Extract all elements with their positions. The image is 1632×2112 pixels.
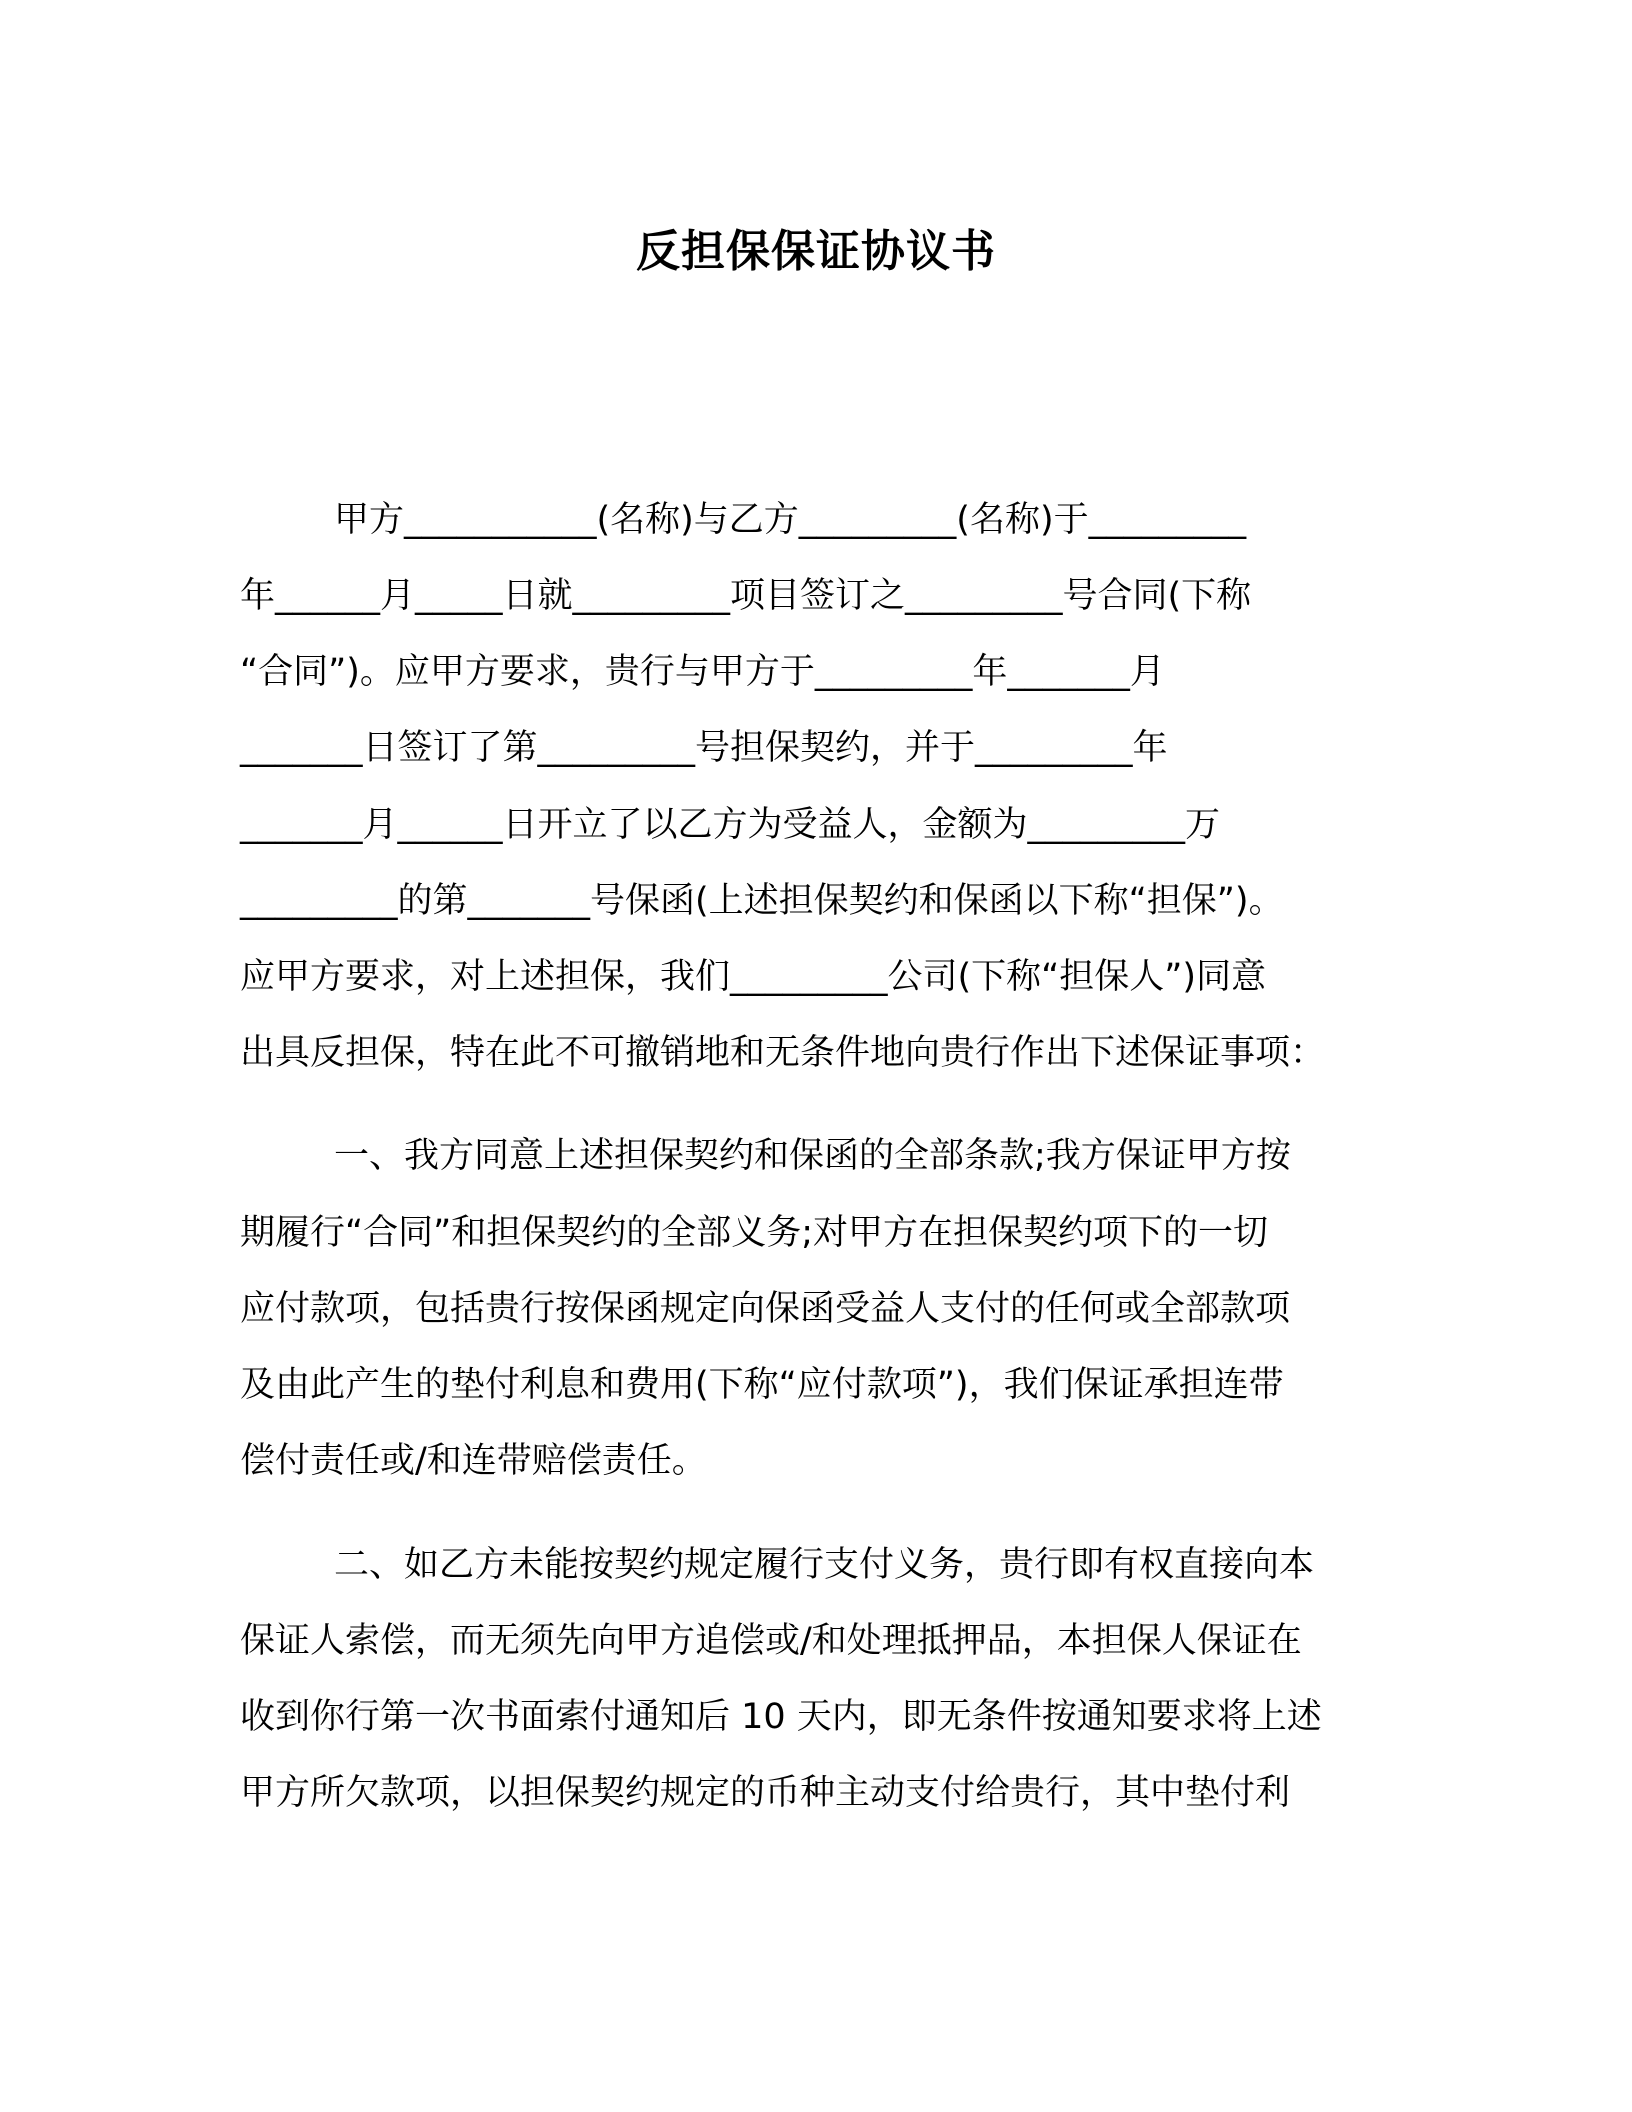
body-line: 期履行“合同”和担保契约的全部义务;对甲方在担保契约项下的一切 (240, 1213, 1269, 1253)
body-line: _________的第_______号保函(上述担保契约和保函以下称“担保”)。 (240, 881, 1284, 921)
document-title: 反担保保证协议书 (636, 226, 996, 277)
body-line: 二、如乙方未能按契约规定履行支付义务，贵行即有权直接向本 (334, 1545, 1315, 1585)
body-line: 甲方所欠款项，以担保契约规定的币种主动支付给贵行，其中垫付利 (240, 1773, 1291, 1813)
body-line: 出具反担保，特在此不可撤销地和无条件地向贵行作出下述保证事项： (240, 1033, 1326, 1073)
body-line: 偿付责任或/和连带赔偿责任。 (240, 1441, 707, 1481)
body-line: 年______月_____日就_________项目签订之_________号合同(下称 (240, 576, 1252, 616)
body-line: _______月______日开立了以乙方为受益人，金额为_________万 (240, 805, 1221, 845)
body-line: 应付款项，包括贵行按保函规定向保函受益人支付的任何或全部款项 (240, 1289, 1291, 1329)
body-line: 甲方___________(名称)与乙方_________(名称)于_________ (334, 500, 1247, 540)
body-line: 应甲方要求，对上述担保，我们_________公司(下称“担保人”)同意 (240, 957, 1267, 997)
body-line: 及由此产生的垫付利息和费用(下称“应付款项”)，我们保证承担连带 (240, 1365, 1284, 1405)
body-line: 收到你行第一次书面索付通知后 10 天内，即无条件按通知要求将上述 (240, 1697, 1322, 1737)
body-line: _______日签订了第_________号担保契约，并于_________年 (240, 728, 1168, 768)
body-line: 保证人索偿，而无须先向甲方追偿或/和处理抵押品，本担保人保证在 (240, 1621, 1302, 1661)
body-line: “合同”)。应甲方要求，贵行与甲方于_________年_______月 (240, 652, 1165, 692)
body-line: 一、我方同意上述担保契约和保函的全部条款;我方保证甲方按 (334, 1136, 1291, 1176)
